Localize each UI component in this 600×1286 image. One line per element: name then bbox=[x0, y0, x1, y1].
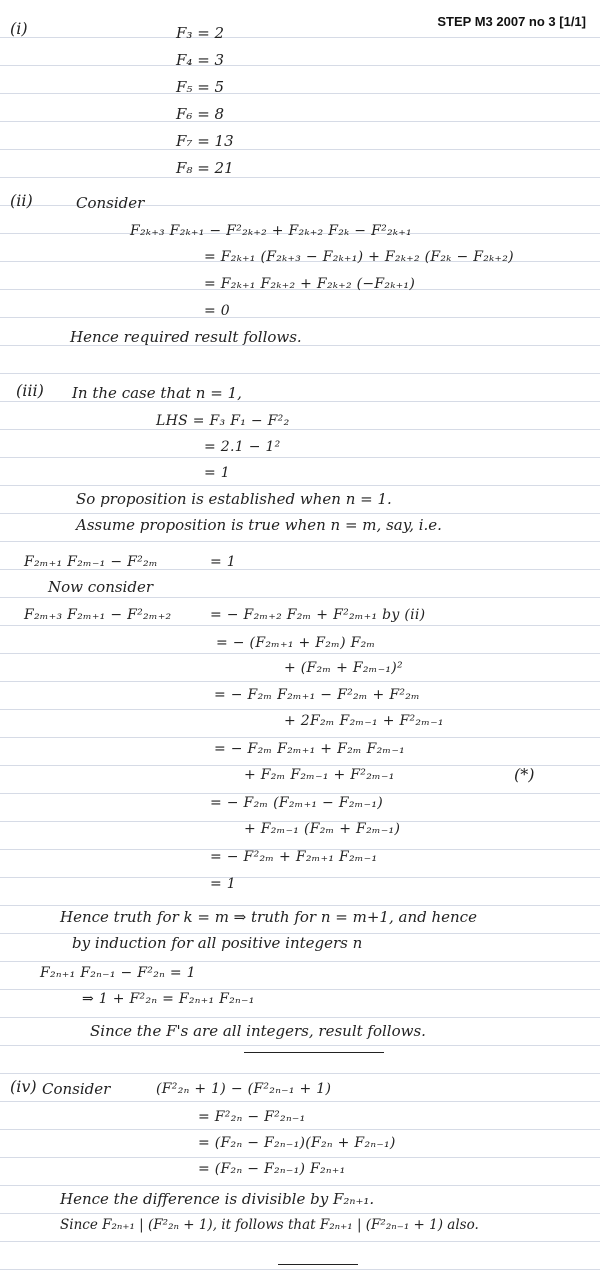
part-iii-assume: Assume proposition is true when n = m, say, i.e. bbox=[76, 516, 442, 534]
part-iii-step-9: + F₂ₘ₋₁ (F₂ₘ + F₂ₘ₋₁) bbox=[244, 821, 401, 837]
part-iii-label: (iii) bbox=[16, 381, 44, 400]
part-iii-step-6: = − F₂ₘ F₂ₘ₊₁ + F₂ₘ F₂ₘ₋₁ bbox=[214, 741, 406, 757]
part-iv-since: Since F₂ₙ₊₁ | (F²₂ₙ + 1), it follows that F₂ₙ₊₁ | (F²₂ₙ₋₁ + 1) also. bbox=[60, 1217, 479, 1233]
part-ii-line-2: = F₂ₖ₊₁ (F₂ₖ₊₃ − F₂ₖ₊₁) + F₂ₖ₊₂ (F₂ₖ − F₂ₖ₊₂) bbox=[204, 249, 514, 265]
part-i-label: (i) bbox=[10, 19, 28, 38]
part-i-line-3: F₅ = 5 bbox=[176, 78, 225, 96]
part-iii-lhs-3: = 1 bbox=[204, 465, 230, 481]
part-iii-hence-1: Hence truth for k = m ⇒ truth for n = m+1, and hence bbox=[60, 908, 477, 926]
part-iii-step-2: = − (F₂ₘ₊₁ + F₂ₘ) F₂ₘ bbox=[216, 635, 376, 651]
part-iii-lhs2: F₂ₘ₊₃ F₂ₘ₊₁ − F²₂ₘ₊₂ bbox=[24, 607, 172, 623]
part-iii-step-7: + F₂ₘ F₂ₘ₋₁ + F²₂ₘ₋₁ bbox=[244, 767, 395, 783]
part-iii-established: So proposition is established when n = 1. bbox=[76, 490, 392, 508]
part-i-line-1: F₃ = 2 bbox=[176, 24, 225, 42]
part-iii-since: Since the F's are all integers, result follows. bbox=[90, 1022, 426, 1040]
part-iv-intro: Consider bbox=[42, 1080, 111, 1098]
part-iv-line-3: = (F₂ₙ − F₂ₙ₋₁) F₂ₙ₊₁ bbox=[198, 1161, 346, 1177]
part-iii-step-8: = − F₂ₘ (F₂ₘ₊₁ − F₂ₘ₋₁) bbox=[210, 795, 384, 811]
part-iii-intro: In the case that n = 1, bbox=[72, 384, 242, 402]
part-iv-line-2: = (F₂ₙ − F₂ₙ₋₁)(F₂ₙ + F₂ₙ₋₁) bbox=[198, 1135, 396, 1151]
page-header-title: STEP M3 2007 no 3 [1/1] bbox=[437, 14, 586, 29]
part-iii-hypothesis-rhs: = 1 bbox=[210, 554, 236, 570]
part-iv-label: (iv) bbox=[10, 1077, 37, 1096]
part-i-line-6: F₈ = 21 bbox=[176, 159, 234, 177]
part-ii-line-3: = F₂ₖ₊₁ F₂ₖ₊₂ + F₂ₖ₊₂ (−F₂ₖ₊₁) bbox=[204, 276, 416, 292]
part-iii-lhs-1: LHS = F₃ F₁ − F²₂ bbox=[156, 413, 290, 429]
part-iii-step-4: = − F₂ₘ F₂ₘ₊₁ − F²₂ₘ + F²₂ₘ bbox=[214, 687, 421, 703]
part-ii-label: (ii) bbox=[10, 191, 33, 210]
part-iii-lhs-2: = 2.1 − 1² bbox=[204, 439, 281, 455]
part-iii-result-2: ⇒ 1 + F²₂ₙ = F₂ₙ₊₁ F₂ₙ₋₁ bbox=[82, 991, 255, 1007]
part-iii-step-10: = − F²₂ₘ + F₂ₘ₊₁ F₂ₘ₋₁ bbox=[210, 849, 378, 865]
part-iv-hence: Hence the difference is divisible by F₂ₙ₊₁. bbox=[60, 1190, 375, 1208]
part-iii-step-5: + 2F₂ₘ F₂ₘ₋₁ + F²₂ₘ₋₁ bbox=[284, 713, 444, 729]
section-divider-1 bbox=[244, 1052, 384, 1053]
part-iii-step-3: + (F₂ₘ + F₂ₘ₋₁)² bbox=[284, 660, 403, 676]
part-iii-hence-2: by induction for all positive integers n bbox=[72, 934, 363, 952]
part-i-line-5: F₇ = 13 bbox=[176, 132, 234, 150]
part-ii-conclusion: Hence required result follows. bbox=[70, 328, 302, 346]
part-iii-now-consider: Now consider bbox=[48, 578, 153, 596]
part-iii-step-11: = 1 bbox=[210, 876, 236, 892]
part-ii-intro: Consider bbox=[76, 194, 145, 212]
part-iv-expression: (F²₂ₙ + 1) − (F²₂ₙ₋₁ + 1) bbox=[156, 1081, 332, 1097]
part-iii-result-1: F₂ₙ₊₁ F₂ₙ₋₁ − F²₂ₙ = 1 bbox=[40, 965, 196, 981]
part-iv-line-1: = F²₂ₙ − F²₂ₙ₋₁ bbox=[198, 1109, 306, 1125]
part-ii-line-4: = 0 bbox=[204, 303, 230, 319]
part-i-line-2: F₄ = 3 bbox=[176, 51, 225, 69]
section-divider-2 bbox=[278, 1264, 358, 1265]
part-ii-line-1: F₂ₖ₊₃ F₂ₖ₊₁ − F²₂ₖ₊₂ + F₂ₖ₊₂ F₂ₖ − F²₂ₖ₊₁ bbox=[130, 223, 412, 239]
star-marker: (*) bbox=[514, 765, 535, 784]
part-iii-hypothesis: F₂ₘ₊₁ F₂ₘ₋₁ − F²₂ₘ bbox=[24, 554, 158, 570]
part-i-line-4: F₆ = 8 bbox=[176, 105, 225, 123]
part-iii-step-1: = − F₂ₘ₊₂ F₂ₘ + F²₂ₘ₊₁ by (ii) bbox=[210, 607, 426, 623]
